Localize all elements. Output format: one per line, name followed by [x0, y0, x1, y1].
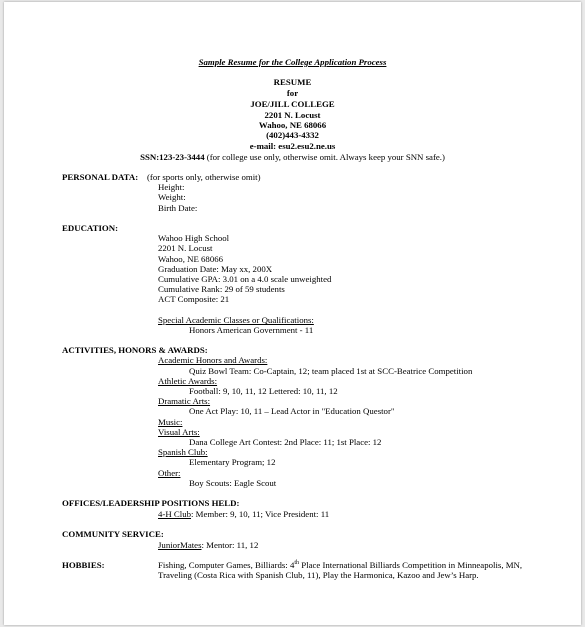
resume-for: for [286, 88, 299, 98]
weight-label: Weight: [158, 192, 186, 202]
club-detail: : Member: 9, 10, 11; Vice President: 11 [191, 509, 330, 519]
ssn-line [4, 152, 581, 162]
hobbies-line-1-b: Place International Billiards Competition in Minneapolis, MN, [299, 560, 523, 570]
music-heading: Music: [158, 417, 183, 427]
education-line: Wahoo High School [158, 233, 230, 243]
education-line: Cumulative Rank: 29 of 59 students [158, 284, 285, 294]
academic-honors-heading: Academic Honors and Awards: [158, 355, 268, 365]
visual-arts-heading: Visual Arts: [158, 427, 200, 437]
dramatic-arts-item: One Act Play: 10, 11 – Lead Actor in "Education Questor" [189, 406, 395, 416]
email-address: e-mail: esu2.esu2.ne.us [249, 141, 336, 151]
community-service-item [158, 540, 258, 550]
address-street: 2201 N. Locust [264, 110, 321, 120]
other-item: Boy Scouts: Eagle Scout [189, 478, 277, 488]
personal-data-note: (for sports only, otherwise omit) [147, 172, 261, 182]
hobbies-heading: HOBBIES: [62, 560, 105, 570]
offices-item [158, 509, 329, 519]
hobbies-line-1-a: Fishing, Computer Games, Billiards: 4 [158, 560, 295, 570]
education-line: ACT Composite: 21 [158, 294, 230, 304]
dramatic-arts-heading: Dramatic Arts: [158, 396, 211, 406]
birth-date-label: Birth Date: [158, 203, 198, 213]
academic-honors-item: Quiz Bowl Team: Co-Captain, 12; team placed 1st at SCC-Beatrice Competition [189, 366, 473, 376]
ssn-note: (for college use only, otherwise omit. Always keep your SNN safe.) [204, 152, 445, 162]
document-title: Sample Resume for the College Application Process [198, 57, 387, 67]
hobbies-ordinal-suffix: th [294, 560, 300, 567]
club-name: 4-H Club [158, 509, 191, 519]
ssn-label: SSN:123-23-3444 [140, 152, 205, 162]
spanish-club-heading: Spanish Club: [158, 447, 208, 457]
offices-heading: OFFICES/LEADERSHIP POSITIONS HELD: [62, 498, 240, 508]
community-detail: : Mentor: 11, 12 [201, 540, 259, 550]
resume-heading: RESUME [273, 77, 312, 87]
community-org: JuniorMates [158, 540, 202, 550]
community-service-heading: COMMUNITY SERVICE: [62, 529, 164, 539]
address-city: Wahoo, NE 68066 [258, 120, 327, 130]
hobbies-line-2: Traveling (Costa Rica with Spanish Club, 11), Play the Harmonica, Kazoo and Jew’s Harp. [158, 570, 479, 580]
athletic-awards-item: Football: 9, 10, 11, 12 Lettered: 10, 11, 12 [189, 386, 338, 396]
height-label: Height: [158, 182, 185, 192]
activities-heading: ACTIVITIES, HONORS & AWARDS: [62, 345, 208, 355]
special-classes-heading: Special Academic Classes or Qualifications: [158, 315, 314, 325]
hobbies-line-1 [158, 560, 522, 570]
education-heading: EDUCATION: [62, 223, 119, 233]
applicant-name: JOE/JILL COLLEGE [250, 99, 335, 109]
education-line: Cumulative GPA: 3.01 on a 4.0 scale unweighted [158, 274, 332, 284]
spanish-club-item: Elementary Program; 12 [189, 457, 276, 467]
education-line: 2201 N. Locust [158, 243, 213, 253]
education-line: Wahoo, NE 68066 [158, 254, 224, 264]
phone-number: (402)443-4332 [266, 130, 319, 140]
personal-data-heading: PERSONAL DATA: [62, 172, 139, 182]
athletic-awards-heading: Athletic Awards: [158, 376, 218, 386]
other-heading: Other: [158, 468, 181, 478]
education-line: Graduation Date: May xx, 200X [158, 264, 273, 274]
visual-arts-item: Dana College Art Contest: 2nd Place: 11; 1st Place: 12 [189, 437, 382, 447]
special-classes-item: Honors American Government - 11 [189, 325, 314, 335]
document-page [4, 2, 581, 625]
